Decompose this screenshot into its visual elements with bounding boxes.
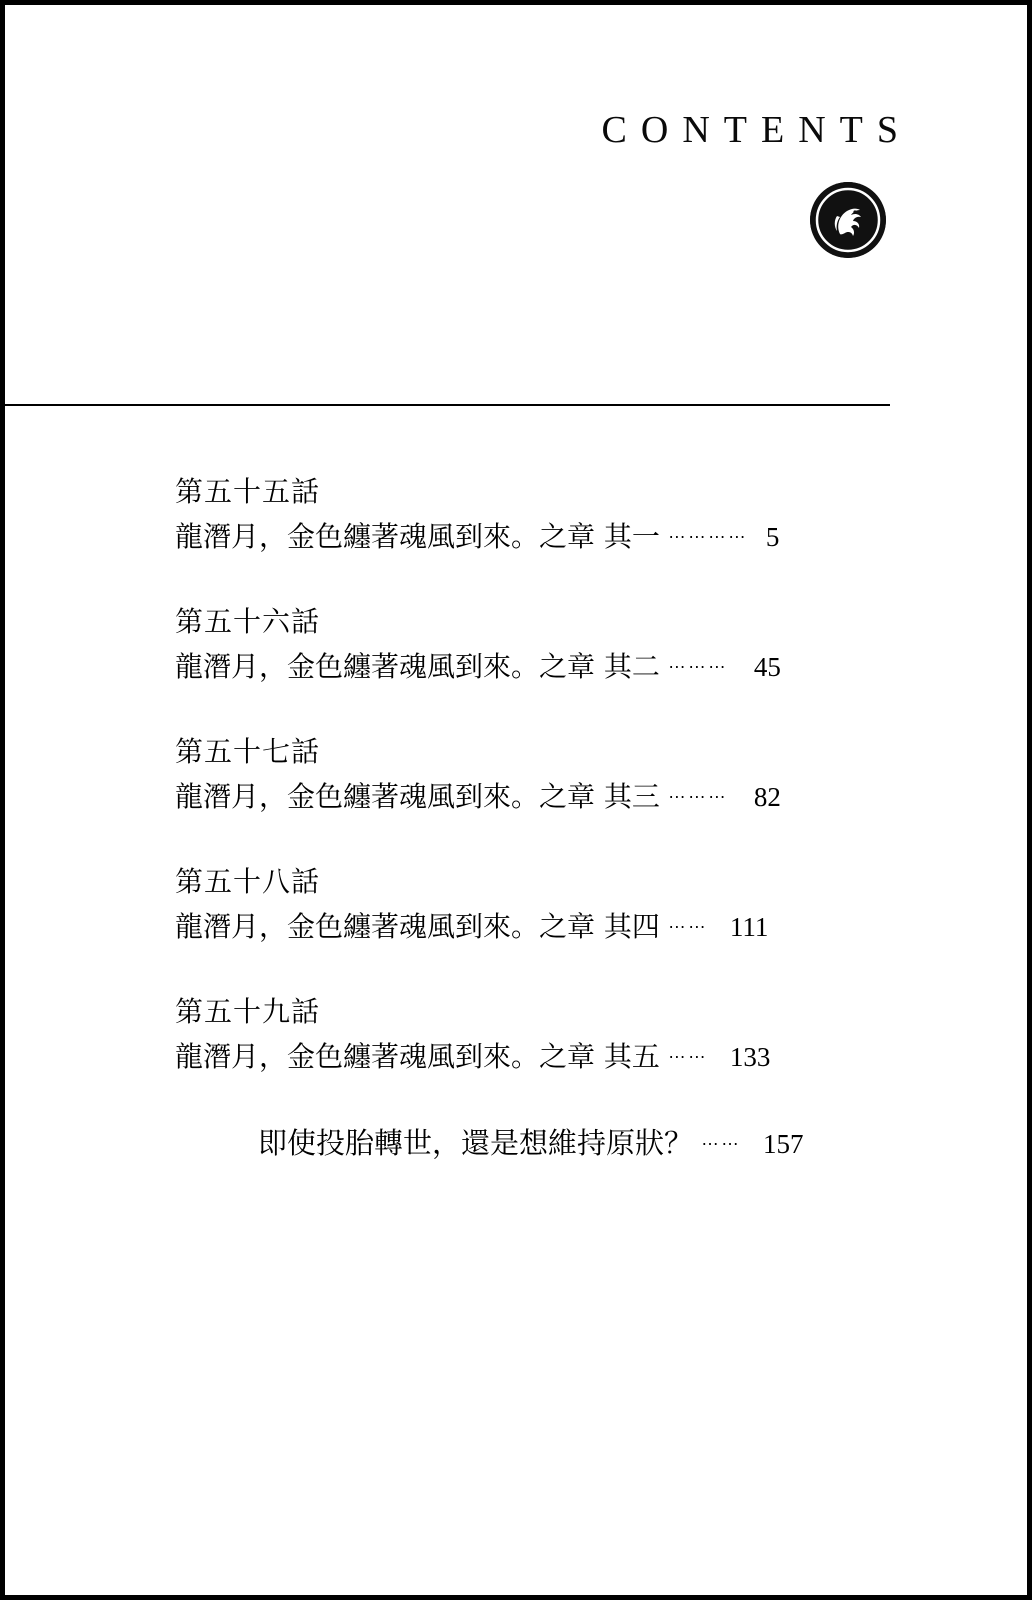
toc-entry-number: 第五十七話 bbox=[175, 735, 321, 768]
toc-leader-dots: ……… bbox=[667, 782, 728, 802]
toc-page-number: 45 bbox=[753, 652, 781, 682]
page-border-top bbox=[0, 0, 1032, 5]
toc-extra-title: 即使投胎轉世，還是想維持原狀？ bbox=[258, 1126, 694, 1160]
toc-entry-line bbox=[175, 514, 1032, 560]
table-of-contents bbox=[0, 470, 1032, 1207]
toc-page-number: 5 bbox=[765, 522, 780, 552]
toc-extra-entry[interactable] bbox=[0, 1120, 1032, 1167]
toc-entry-number: 第五十八話 bbox=[175, 865, 321, 898]
toc-leader-dots: …… bbox=[667, 1042, 708, 1062]
toc-entry-number: 第五十九話 bbox=[175, 995, 321, 1028]
phoenix-crest-icon bbox=[810, 182, 886, 258]
toc-page-number: 157 bbox=[763, 1129, 804, 1159]
toc-entry[interactable] bbox=[0, 470, 1032, 560]
toc-entry-line bbox=[175, 644, 1032, 690]
toc-leader-dots: ……… bbox=[667, 652, 728, 672]
toc-entry[interactable] bbox=[0, 600, 1032, 690]
page-title: CONTENTS bbox=[601, 109, 912, 151]
toc-page-number: 133 bbox=[729, 1042, 771, 1072]
toc-entry[interactable] bbox=[0, 730, 1032, 820]
header-divider bbox=[0, 404, 890, 406]
toc-entry-title: 龍潛月，金色纏著魂風到來。之章 其四 bbox=[175, 910, 660, 943]
toc-leader-dots: …… bbox=[667, 912, 708, 932]
toc-page-number: 111 bbox=[729, 912, 769, 942]
toc-entry-number: 第五十五話 bbox=[175, 475, 321, 508]
toc-page-number: 82 bbox=[753, 782, 781, 812]
toc-leader-dots: …… bbox=[701, 1128, 742, 1149]
toc-entry-title: 龍潛月，金色纏著魂風到來。之章 其一 bbox=[175, 520, 660, 553]
toc-entry-line bbox=[258, 1120, 1032, 1167]
toc-entry-line bbox=[175, 774, 1032, 820]
toc-entry[interactable] bbox=[0, 990, 1032, 1080]
toc-entry[interactable] bbox=[0, 860, 1032, 950]
toc-entry-number: 第五十六話 bbox=[175, 605, 321, 638]
toc-entry-line bbox=[175, 1034, 1032, 1080]
toc-leader-dots: ………… bbox=[667, 522, 748, 542]
toc-entry-title: 龍潛月，金色纏著魂風到來。之章 其二 bbox=[175, 650, 660, 683]
toc-entry-title: 龍潛月，金色纏著魂風到來。之章 其五 bbox=[175, 1040, 660, 1073]
toc-entry-line bbox=[175, 904, 1032, 950]
page-border-bottom bbox=[0, 1595, 1032, 1600]
toc-entry-title: 龍潛月，金色纏著魂風到來。之章 其三 bbox=[175, 780, 660, 813]
